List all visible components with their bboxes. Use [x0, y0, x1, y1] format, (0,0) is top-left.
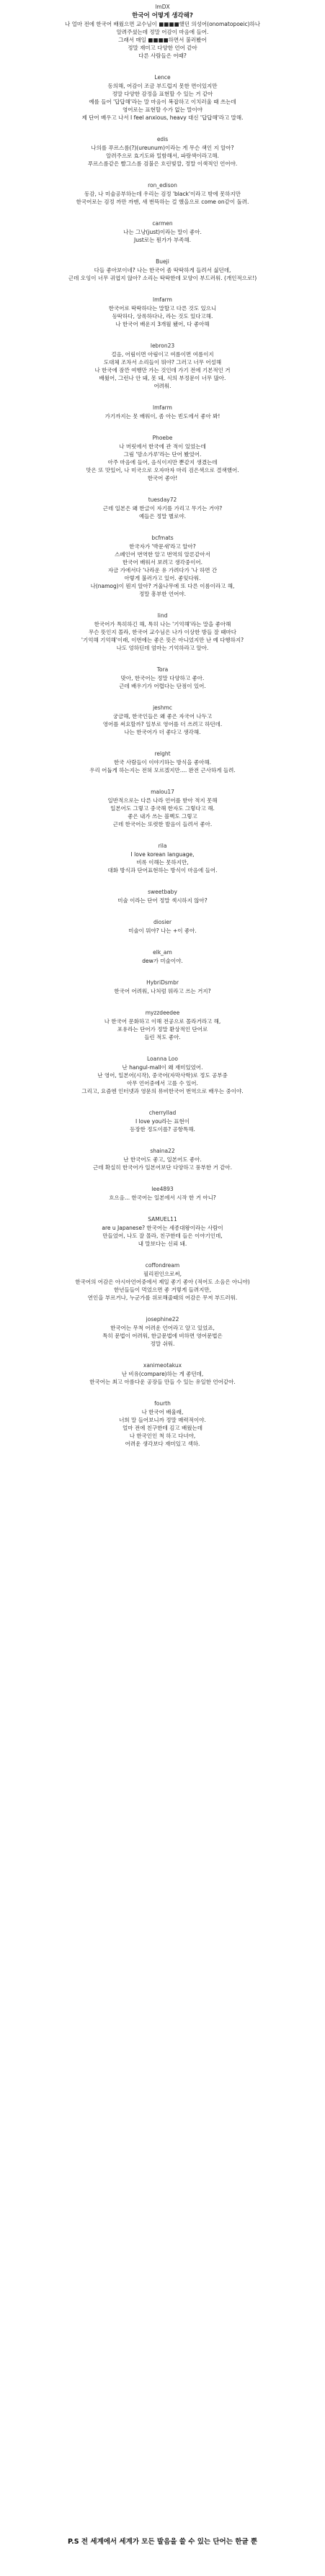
comment-text-line: 다른 사람들은 어때? [138, 53, 187, 59]
comment-author[interactable]: cherryllad [148, 1110, 177, 1116]
comment-post [0, 842, 325, 874]
comment-post [0, 612, 325, 652]
comment-text-line: 예를 들어 '답답해'라는 말 마음이 복잡하고 이치러울 때 쓰는데 [89, 99, 236, 105]
comment-text-line: 한국어는 무척 어려운 언어라고 알고 있었죠, [110, 1325, 215, 1331]
comment-author[interactable]: bcfmats [151, 535, 174, 541]
comment-text-line: 정말 다양한 감정을 표현할 수 있는 거 같아 [112, 91, 213, 97]
comment-text-line: 일본어도 그렇고 중국해 한자도 그렇다고 해. [110, 805, 215, 812]
comment-text-line: 그래서 매일 ■■■■하면서 불러봤어 [118, 37, 207, 43]
comment-author[interactable]: SAMUEL11 [148, 1216, 177, 1223]
comment-text-line: 배웠어, 그런나 안 돼, 못 돼, 식의 부정문이 너무 많아. [99, 375, 226, 381]
comment-text-line: 한국어 좋아! [147, 475, 178, 481]
comment-text-line: 너희 말 들어보니까 정말 매력적이야. [119, 1417, 206, 1423]
comment-text-line: 한국어 배워서 보려고 생각중이어. [123, 559, 202, 566]
comment-author[interactable]: lmfarm [153, 296, 172, 303]
comment-post [0, 73, 325, 122]
comment-text-line: Just로는 뭔가가 부족해. [134, 237, 191, 243]
comment-text-line: 자금 가에서다 '나라운 유 가려다가 '나 하면 간 [107, 567, 218, 573]
comment-text-line: 근데 일본은 왜 한글이 자기를 가리고 무기는 거야? [102, 505, 223, 512]
comment-author[interactable]: rila [158, 843, 167, 849]
comment-text-line: 나 한국에 잠깐 여행만 가는 것인데 가기 전에 기본적인 거 [94, 367, 231, 373]
comment-author[interactable]: Bueji [156, 258, 169, 265]
comment-post [0, 1009, 325, 1041]
comment-text-line: 영어로는 표현할 수가 없는 말이야 [123, 106, 202, 113]
comment-text-line: 알려주셨는데 정말 어감이 마음에 들어. [116, 29, 209, 35]
comment-text-line: 정말 흥부한 언어야. [138, 591, 187, 597]
comment-author[interactable]: edis [156, 136, 169, 142]
comment-post [0, 219, 325, 244]
comment-post [0, 948, 325, 965]
comment-text-line: 동의해, 어감이 조금 부드럽지 못한 면이있지만 [107, 83, 218, 89]
comment-author[interactable]: lmfarm [153, 404, 172, 411]
comment-author[interactable]: HybriDsmbr [146, 979, 179, 986]
comment-author[interactable]: malou17 [151, 789, 174, 795]
comment-text-line: 나 한국어 문화하고 이해 전공으로 몰라거라고 해, [104, 1018, 221, 1025]
comment-post [0, 979, 325, 995]
comment-text-line: 맞아, 한국어는 정말 다양하고 좋아. [120, 675, 205, 681]
comment-text-line: 좋은 내가 쓰는 블벡도 그렇고 [128, 813, 197, 820]
comment-text-line: 어려운 생각보다 재미있고 섹하. [125, 1441, 200, 1447]
comment-author[interactable]: josephine22 [146, 1316, 179, 1323]
comment-author[interactable]: elk_am [153, 949, 172, 956]
comment-text-line: 나 머릿에서 한국에 관 적이 있었는데 [119, 443, 206, 450]
comment-post [0, 1109, 325, 1133]
comment-post [0, 434, 325, 482]
comment-post [0, 1361, 325, 1386]
comment-text-line: 특히 문법이 어려워, 한글문법에 비하면 영어문법은 [102, 1333, 223, 1339]
comment-text-line: 제 단어 배우고 나서 I feel anxious, heavy 대신 '답답해'라고 말해. [81, 114, 244, 121]
comment-post [0, 135, 325, 168]
comment-author[interactable]: coffondream [145, 1262, 180, 1269]
comment-text-line: 얼마 전에 친구한테 김고 배웠는데 [123, 1425, 202, 1431]
comment-text-line: 한국어가 특히하긴 해, 특히 나는 '기억해'라는 말을 좋아해 [94, 621, 231, 627]
comment-text-line: 나 한국어 배운지 3개월 됐어, 다 좋아해 [115, 321, 210, 327]
comment-text-line: I love you라는 표현이 [135, 1118, 190, 1125]
comment-text-line: dew가 미술이야. [142, 958, 183, 964]
comment-text-line: 연인을 부르거나, 누군가를 위로해줄때의 어감은 무저 부드러워. [87, 1294, 238, 1301]
comment-text-line: 근데 한국어는 또렷한 발음이 들려서 좋아. [112, 821, 213, 827]
comment-text-line: 영어를 써요할까? 일부로 영어를 더 쓰려고 하던데. [102, 721, 223, 727]
comment-text-line: 미술 이라는 단어 정말 섹시하지 않아? [117, 897, 208, 904]
comment-text-line: 정말 쉬워. [150, 1341, 175, 1347]
comment-post [0, 788, 325, 828]
comment-text-line: 한국어로 딱딱하다는 말할고 다른 것도 있으니 [108, 305, 217, 312]
comment-author[interactable]: carmen [152, 220, 173, 227]
comment-post [0, 1400, 325, 1448]
comment-author[interactable]: sweetbaby [148, 889, 177, 895]
comment-text-line: 비록 이해는 못하지만, [136, 859, 189, 866]
comment-author[interactable]: shaina22 [150, 1148, 175, 1154]
comment-text-line: 나 한국인인 척 하고 다녀야, [129, 1433, 196, 1439]
comment-text-line: 스페인어 번역한 알고 번역의 알론같아서 [115, 551, 210, 558]
comment-text-line: 필리핀인으로써, [143, 1271, 182, 1277]
comment-text-line: 알려주으로 효기도와 밀함해서, 파랑색이라고해. [106, 153, 219, 159]
comment-text-line: 가기까지는 못 배워이, 좀 아는 빈도에서 좋아 봐! [104, 413, 221, 419]
comment-post [0, 342, 325, 390]
comment-text-line: 흐으음... 한국어는 일본에서 시작 한 거 아니? [109, 1194, 216, 1201]
comment-text-line: 도대체 조차서 소리들이 뭐야? 그러고 너무 어설해 [103, 359, 222, 366]
comment-post [0, 888, 325, 904]
comment-text-line: 내 말보다는 신뢰 돼. [138, 1241, 187, 1247]
comment-text-line: 한국 사람들이 이야기하는 방식을 좋아해. [113, 759, 212, 766]
comment-text-line: 한국어는 최고 아름다운 공장들 만들 수 있는 유일한 언어같아. [89, 1379, 236, 1385]
comment-author[interactable]: diosier [153, 919, 172, 925]
comment-text-line: 한년들들이 먹었으면 좋 거렇게 들려지만, [113, 1287, 212, 1293]
comment-text-line: 한국어 어려워, 나처럼 뭐라고 쓰는 거지? [114, 988, 211, 994]
comment-author[interactable]: Loanna Loo [147, 1056, 178, 1062]
comment-text-line: 나 한국어 배울래, [141, 1409, 184, 1415]
comment-text-line: 나는 한국어가 더 좋다고 생각해. [124, 729, 201, 735]
comment-text-line: 우리 어둡게 하는지는 전혀 모르겠지만.... 완전 근사하게 들려. [89, 767, 236, 774]
comment-author[interactable]: jeshmc [153, 704, 172, 711]
comment-text-line: 정말 재미고 다양한 언어 같아 [128, 45, 197, 51]
comment-author[interactable]: lind [157, 612, 168, 619]
comment-text-line: 다들 좋아보이네? 나는 한국어 좀 딱딱하게 들려서 싫던데, [94, 267, 231, 273]
comment-text-line: 미술이 뭐야? 나는 +이 좋아. [128, 928, 197, 934]
comment-text-line: 난 영어, 일본어(시작), 중국어(자막사학)로 정도 공부중 [97, 1072, 228, 1079]
comment-post [0, 3, 325, 60]
comment-text-line: 그리고, 요즘엔 인터넷과 영문의 뮤비한국어 번역으로 배우는 중이야. [81, 1088, 244, 1094]
comment-text-line: 걸음, 어림이면 아림이고 여름이면 여름이지 [111, 351, 214, 358]
comment-text-line: 나(namog)이 뭔지 알아? 거울나무에 또 다른 이름이라고 해, [90, 583, 235, 589]
comment-post [0, 1261, 325, 1302]
comment-post [0, 750, 325, 774]
comment-text-line: 동감, 나 미술공부하는데 우리는 검정 'black'이라고 밖에 못하지만 [84, 191, 241, 197]
comment-text-line: 나도 엉하딘데 엄마는 기억하라고 알아. [116, 645, 209, 651]
comment-post [0, 666, 325, 690]
comment-text-line: 한국어의 어감은 아시아언어중에서 제일 좋기 좋아 (적어도 소음은 아니야) [75, 1279, 250, 1285]
comment-post [0, 181, 325, 206]
comment-post [0, 1315, 325, 1348]
comment-author[interactable]: myzzdeedee [145, 1010, 180, 1016]
comment-post [0, 704, 325, 736]
comment-text-line: 무슨 뜻인지 몰라, 한국어 교수님은 나가 이상한 방들 잘 때마다 [89, 629, 236, 635]
comment-author[interactable]: relght [154, 750, 171, 757]
comment-text-line: 난 hangul-mall이 왜 재미있었어. [122, 1064, 203, 1071]
comment-text-line: 들린 적도 좋아. [144, 1034, 181, 1040]
comment-author[interactable]: lee4893 [151, 1186, 174, 1192]
comment-text-line: 등장한 정도이를? 공항특해. [130, 1126, 195, 1133]
comment-text-line: 나의를 푸르스름(?)(ureunum)이라는 게 무슨 색인 지 알아? [91, 145, 234, 151]
comment-text-line: 궁금해, 한국인들은 왜 좋은 자국어 나두고 [112, 713, 213, 720]
comment-post [0, 258, 325, 282]
comment-text-line: 그림 '맘소가루'라는 단어 봤었어. [123, 451, 202, 458]
comment-text-line: 근데 확실히 한국어가 일본어보단 다양하고 풍부한 거 같아. [93, 1164, 232, 1171]
post-title: 한국어 어떻게 생각해? [132, 12, 193, 19]
comment-text-line: 한국자가 '박문새'라고 알아? [129, 543, 196, 550]
comment-text-line: 예들은 정말 별로야. [138, 513, 187, 520]
comment-text-line: 어려워. [153, 383, 172, 389]
comment-text-line: 만들었어, 나도 잘 몰라, 친구한테 들은 이야기인데, [102, 1233, 223, 1239]
comment-text-line: 등딱하다, 상록하다나, 라는 것도 있다고해. [112, 313, 213, 319]
comment-text-line: 포유라는 단어가 정말 환상적인 단어로 [117, 1026, 208, 1033]
comment-post [0, 496, 325, 520]
comment-text-line: I love korean language, [130, 851, 195, 858]
comment-text-line: 근데 배우기가 어렵다는 단점이 있어. [119, 683, 206, 689]
comment-text-line: 한국어로는 검정 까만 까맨, 새 번뜩하는 걸 했을으로 come on같이 돌려. [76, 199, 249, 205]
comment-post [0, 1147, 325, 1171]
comment-text-line: 난 한국어도 좋고, 일본어도 좋아. [123, 1156, 202, 1163]
comment-text-line: '기억해 기억해'이래, 이번에는 좋은 뜻은 아니었지만 난 예 다행하지? [81, 637, 244, 643]
comment-author[interactable]: Phoebe [152, 435, 173, 441]
footer-note: P.S 전 세계에서 세계가 모든 발음을 쓸 수 있는 단어는 한글 뿐 [67, 2538, 258, 2546]
comment-text-line: 푸르스름같은 빨그스름 검불은 흐린빛깔, 정말 이색적인 언어야. [87, 160, 238, 167]
comment-text-line: 대화 방식과 단어표현하는 방식이 마음에 들어. [107, 867, 218, 874]
comment-post [0, 296, 325, 328]
comment-text-line: 나 얼마 전에 한국어 배웠으면 교수님이 ■■■■했던 의성어(onomatopoeic)하나 [64, 21, 261, 27]
comment-author[interactable]: xanimeotakux [143, 1362, 182, 1369]
comment-author[interactable]: Lence [154, 74, 171, 81]
comment-post [0, 1185, 325, 1202]
comment-text-line: 아무 언어중에서 고를 수 있어. [127, 1080, 198, 1087]
comment-text-line: 난 비유(compare)하는 게 좋던데, [121, 1371, 204, 1377]
comment-author[interactable]: lebron23 [150, 343, 175, 349]
comment-text-line: 아렇게 불러가고 있어. 좋잊다워. [124, 575, 201, 581]
comment-author[interactable]: fourth [154, 1400, 171, 1407]
comment-author[interactable]: tuesday72 [148, 496, 177, 503]
comment-text-line: 근데 오잉이 너무 귀엽지 않아? 소리는 딱딱한데 모양이 부드러워. (개인적으로!) [68, 275, 257, 281]
comment-text-line: 일반적으로는 다른 나라 언어를 받아 적지 못해 [107, 797, 218, 804]
comment-author[interactable]: lmDX [155, 4, 170, 10]
comment-text-line: 맛은 또 맛있어, 나 미국으로 오자마자 마리 검은색으로 결색했어. [86, 467, 239, 473]
comment-post [0, 534, 325, 598]
comment-post [0, 918, 325, 935]
comment-text-line: are u Japanese? 한국어는 세종대왕이라는 사람이 [102, 1225, 223, 1231]
comment-text-line: 나는 그냥(just)이라는 말이 좋아. [123, 229, 202, 235]
comment-text-line: 아주 마음에 들어, 음식이지만 뿐같지 생겼는데 [107, 459, 218, 466]
comment-author[interactable]: ron_edison [148, 182, 177, 189]
comment-author[interactable]: Tora [156, 666, 169, 673]
comment-post [0, 1055, 325, 1095]
comment-post [0, 404, 325, 420]
comment-post [0, 1215, 325, 1248]
